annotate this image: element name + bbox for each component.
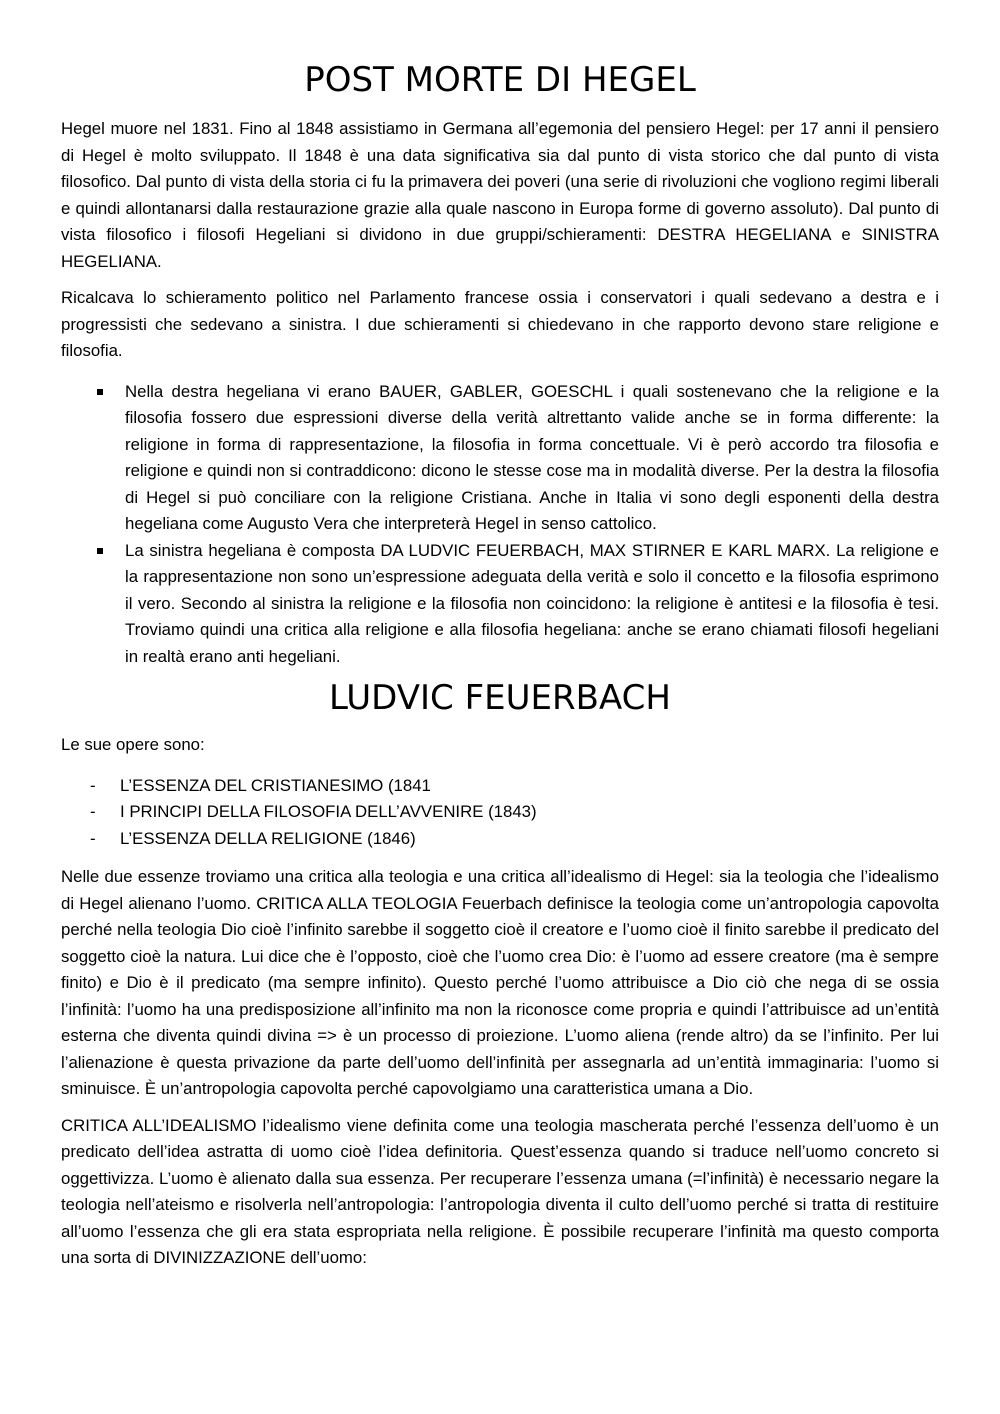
paragraph-opere: Le sue opere sono: [61, 735, 205, 754]
list-item-sinistra: La sinistra hegeliana è composta DA LUDVIC FEUERBACH, MAX STIRNER E KARL MARX. La religione e la rappresentazione non sono un’espressione adeguata della verità e solo il concetto e la filosofia esprimono il vero. Secondo al sinistra la religione e la filosofia non coincidono: la religione è antitesi e la filosofia è tesi. Troviamo quindi una critica alla religione e alla filosofia hegeliana: anche se erano chiamati filosofi hegeliani in realtà erano anti hegeliani. [61, 538, 939, 671]
works-list [61, 773, 939, 853]
document-content [61, 58, 939, 1272]
paragraph-critica-idealismo: CRITICA ALL’IDEALISMO l’idealismo viene definita come una teologia mascherata perché l’essenza dell’uomo è un predicato dell’idea astratta di uomo cioè l’idea definitoria. Quest’essenza quando si traduce nell’uomo concreto si oggettivizza. L’uomo è alienato dalla sua essenza. Per recuperare l’essenza umana (=l’infinità) è necessario negare la teologia nell’ateismo e risolverla nell’antropologia: l’antropologia diventa il culto dell’uomo perché si tratta di restituire all’uomo l’essenza che gli era stata espropriata nella religione. È possibile recuperare l’infinità ma questo comporta una sorta di DIVINIZZAZIONE dell’uomo: [61, 1115, 939, 1267]
list-item-work: - L’ESSENZA DELLA RELIGIONE (1846) [61, 826, 939, 853]
list-item-destra: Nella destra hegeliana vi erano BAUER, GABLER, GOESCHL i quali sostenevano che la religione e la filosofia fossero due espressioni diverse della verità altrettanto valide anche se in forma differente: la religione in forma di rappresentazione, la filosofia in forma concettuale. Vi è però accordo tra filosofia e religione e quindi non si contraddicono: dicono le stesse cose ma in modalità diverse. Per la destra la filosofia di Hegel si può conciliare con la religione Cristiana. Anche in Italia vi sono degli esponenti della destra hegeliana come Augusto Vera che interpreterà Hegel in senso cattolico. [61, 379, 939, 538]
list-item-work: - L’ESSENZA DEL CRISTIANESIMO (1841 [61, 773, 939, 800]
section-title-post-morte: POST MORTE DI HEGEL [304, 60, 696, 100]
paragraph-intro: Hegel muore nel 1831. Fino al 1848 assistiamo in Germana all’egemonia del pensiero Hegel: per 17 anni il pensiero di Hegel è molto sviluppato. Il 1848 è una data significativa sia dal punto di vista storico che dal punto di vista filosofico. Dal punto di vista della storia ci fu la primavera dei poveri (una serie di rivoluzioni che vogliono regimi liberali e quindi allontanarsi dalla restaurazione grazie alla quale nascono in Europa forme di governo assoluto). Dal punto di vista filosofico i filosofi Hegeliani si dividono in due gruppi/schieramenti: DESTRA HEGELIANA e SINISTRA HEGELIANA. [61, 119, 939, 271]
hegelian-bullet-list [61, 379, 939, 671]
list-item-work: - I PRINCIPI DELLA FILOSOFIA DELL’AVVENIRE (1843) [61, 799, 939, 826]
section-title-feuerbach: LUDVIC FEUERBACH [329, 678, 671, 718]
paragraph-critica-teologia: Nelle due essenze troviamo una critica alla teologia e una critica all’idealismo di Hegel: sia la teologia che l’idealismo di Hegel alienano l’uomo. CRITICA ALLA TEOLOGIA Feuerbach definisce la teologia come un’antropologia capovolta perché nella teologia Dio cioè l’infinito sarebbe il soggetto cioè il creatore e l’uomo cioè il finito sarebbe il predicato del soggetto cioè la natura. Lui dice che è l’opposto, cioè che l’uomo crea Dio: è l’uomo ad essere creatore (ma è sempre finito) e Dio è il predicato (ma sempre infinito). Questo perché l’uomo attribuisce a Dio ciò che nega di se ossia l’infinità: l’uomo ha una predisposizione all’infinito ma non la riconosce come propria e quindi l’attribuisce ad un’entità esterna che diventa quindi divina => è un processo di proiezione. L’uomo aliena (rende altro) da se l’infinito. Per lui l’alienazione è questa privazione da parte dell’uomo dell’infinità per assegnarla ad un’entità immaginaria: l’uomo si sminuisce. È un’antropologia capovolta perché capovolgiamo una caratteristica umana a Dio. [61, 867, 939, 1098]
paragraph-schieramenti: Ricalcava lo schieramento politico nel Parlamento francese ossia i conservatori i quali sedevano a destra e i progressisti che sedevano a sinistra. I due schieramenti si chiedevano in che rapporto devono stare religione e filosofia. [61, 288, 939, 360]
